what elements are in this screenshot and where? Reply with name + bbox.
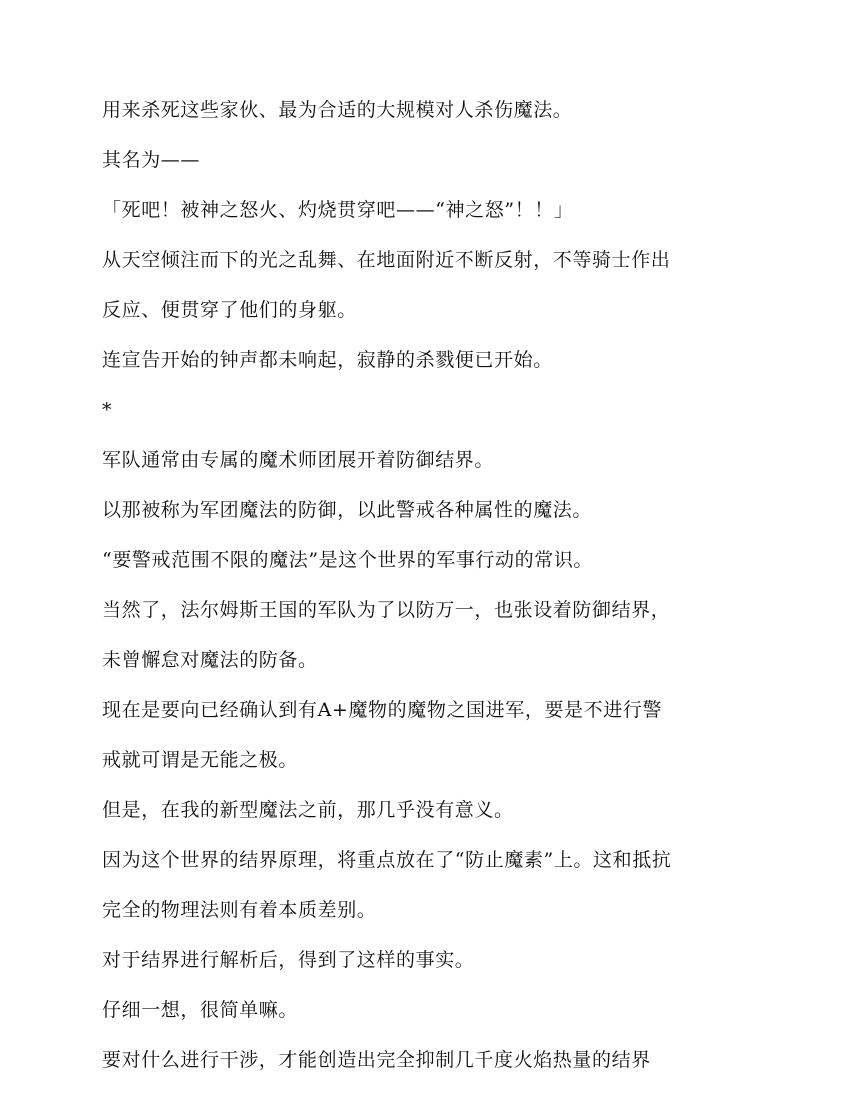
paragraph-line: “要警戒范围不限的魔法”是这个世界的军事行动的常识。 [102, 549, 594, 571]
paragraph-line: 当然了，法尔姆斯王国的军队为了以防万一，也张设着防御结界， [102, 599, 671, 621]
paragraph-line: 因为这个世界的结界原理，将重点放在了“防止魔素”上。这和抵抗 [102, 849, 672, 871]
paragraph-line: 要对什么进行干涉，才能创造出完全抑制几千度火焰热量的结界 [102, 1049, 651, 1071]
paragraph-line: 未曾懈怠对魔法的防备。 [102, 649, 318, 671]
paragraph-line: 用来杀死这些家伙、最为合适的大规模对人杀伤魔法。 [102, 99, 573, 121]
paragraph-line: 但是，在我的新型魔法之前，那几乎没有意义。 [102, 799, 514, 821]
paragraph-line: 现在是要向已经确认到有A+魔物的魔物之国进军，要是不进行警 [102, 699, 663, 721]
paragraph-line: 戒就可谓是无能之极。 [102, 749, 299, 771]
paragraph-line: 其名为—— [102, 149, 201, 171]
paragraph-line: 「死吧！被神之怒火、灼烧贯穿吧——“神之怒”！！」 [102, 199, 574, 221]
paragraph-line: 反应、便贯穿了他们的身躯。 [102, 299, 357, 321]
paragraph-line: 仔细一想，很简单嘛。 [102, 999, 299, 1021]
paragraph-line: 对于结界进行解析后，得到了这样的事实。 [102, 949, 475, 971]
paragraph-line: 连宣告开始的钟声都未响起，寂静的杀戮便已开始。 [102, 349, 553, 371]
paragraph-line: 从天空倾注而下的光之乱舞、在地面附近不断反射，不等骑士作出 [102, 249, 671, 271]
paragraph-line: 以那被称为军团魔法的防御，以此警戒各种属性的魔法。 [102, 499, 593, 521]
document-body [102, 95, 742, 1075]
scene-break: * [102, 399, 113, 421]
paragraph-line: 军队通常由专属的魔术师团展开着防御结界。 [102, 449, 495, 471]
paragraph-line: 完全的物理法则有着本质差别。 [102, 899, 377, 921]
